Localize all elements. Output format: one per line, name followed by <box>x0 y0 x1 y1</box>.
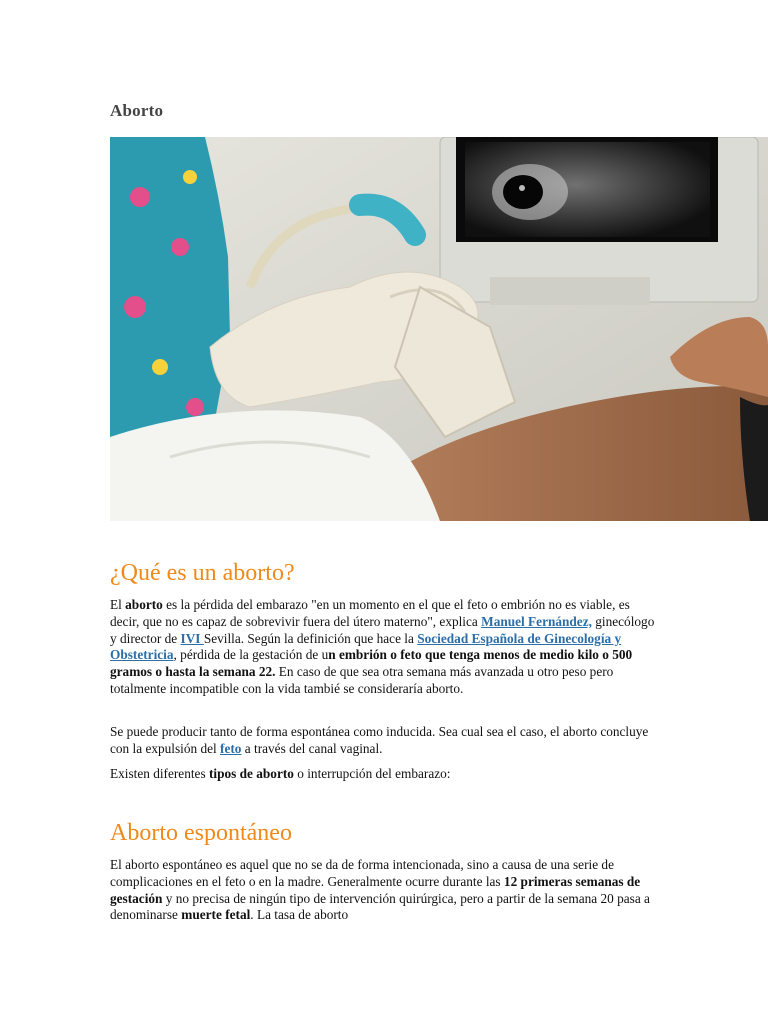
text-run: a través del canal vaginal. <box>241 740 383 756</box>
section-heading-espontaneo: Aborto espontáneo <box>110 820 292 846</box>
text-run: Existen diferentes <box>110 766 209 781</box>
text-run: y no precisa de ningún tipo de intervención quirúrgica, pero a partir de la semana 20 pasa a denominarse <box>110 890 650 923</box>
link-sego[interactable]: Sociedad Española de Ginecología y Obstetricia <box>110 630 622 663</box>
paragraph-definition <box>110 597 658 698</box>
bold-tipos: tipos de aborto <box>208 766 294 781</box>
section-heading-que-es: ¿Qué es un aborto? <box>110 560 295 586</box>
paragraph-tipos <box>110 766 658 783</box>
bold-muerte-fetal: muerte fetal <box>181 907 251 923</box>
text-run: es la pérdida del embarazo "en un momento en el que el feto o embrión no es viable, es decir, que no es capaz de sobrevivir fuera del útero materno", explica <box>110 597 630 629</box>
text-run: , pérdida de la gestación de u <box>173 647 329 663</box>
paragraph-forma <box>110 724 658 758</box>
text-run: o interrupción del embarazo: <box>293 766 451 781</box>
text-run: El <box>110 597 126 612</box>
text-run: El aborto espontáneo es aquel que no se da de forma intencionada, sino a causa de una serie de complicaciones en el feto o en la madre. Generalmente ocurre durante las <box>110 857 614 889</box>
text-run: ginecólogo y director de <box>110 613 655 646</box>
link-ivi[interactable]: IVI <box>180 630 204 646</box>
text-run: Se puede producir tanto de forma espontánea como inducida. Sea cual sea el caso, el aborto concluye con la expulsión del <box>110 724 649 756</box>
document-title: Aborto <box>110 101 164 120</box>
ultrasound-photo <box>110 137 768 521</box>
text-run: En caso de que sea otra semana más avanzada u otro peso pero totalmente incompatible con la vida tambié se consideraría aborto. <box>110 664 614 696</box>
bold-definition: n embrión o feto que tenga menos de medio kilo o 500 gramos o hasta la semana 22. <box>110 647 633 680</box>
text-run: . La tasa de aborto <box>250 907 349 923</box>
text-run: Sevilla. Según la definición que hace la <box>203 630 418 646</box>
link-feto[interactable]: feto <box>220 740 242 756</box>
link-manuel-fernandez[interactable]: Manuel Fernández, <box>481 613 592 629</box>
bold-aborto: aborto <box>125 597 163 612</box>
paragraph-espontaneo <box>110 857 658 924</box>
bold-semanas: 12 primeras semanas de gestación <box>110 873 641 906</box>
